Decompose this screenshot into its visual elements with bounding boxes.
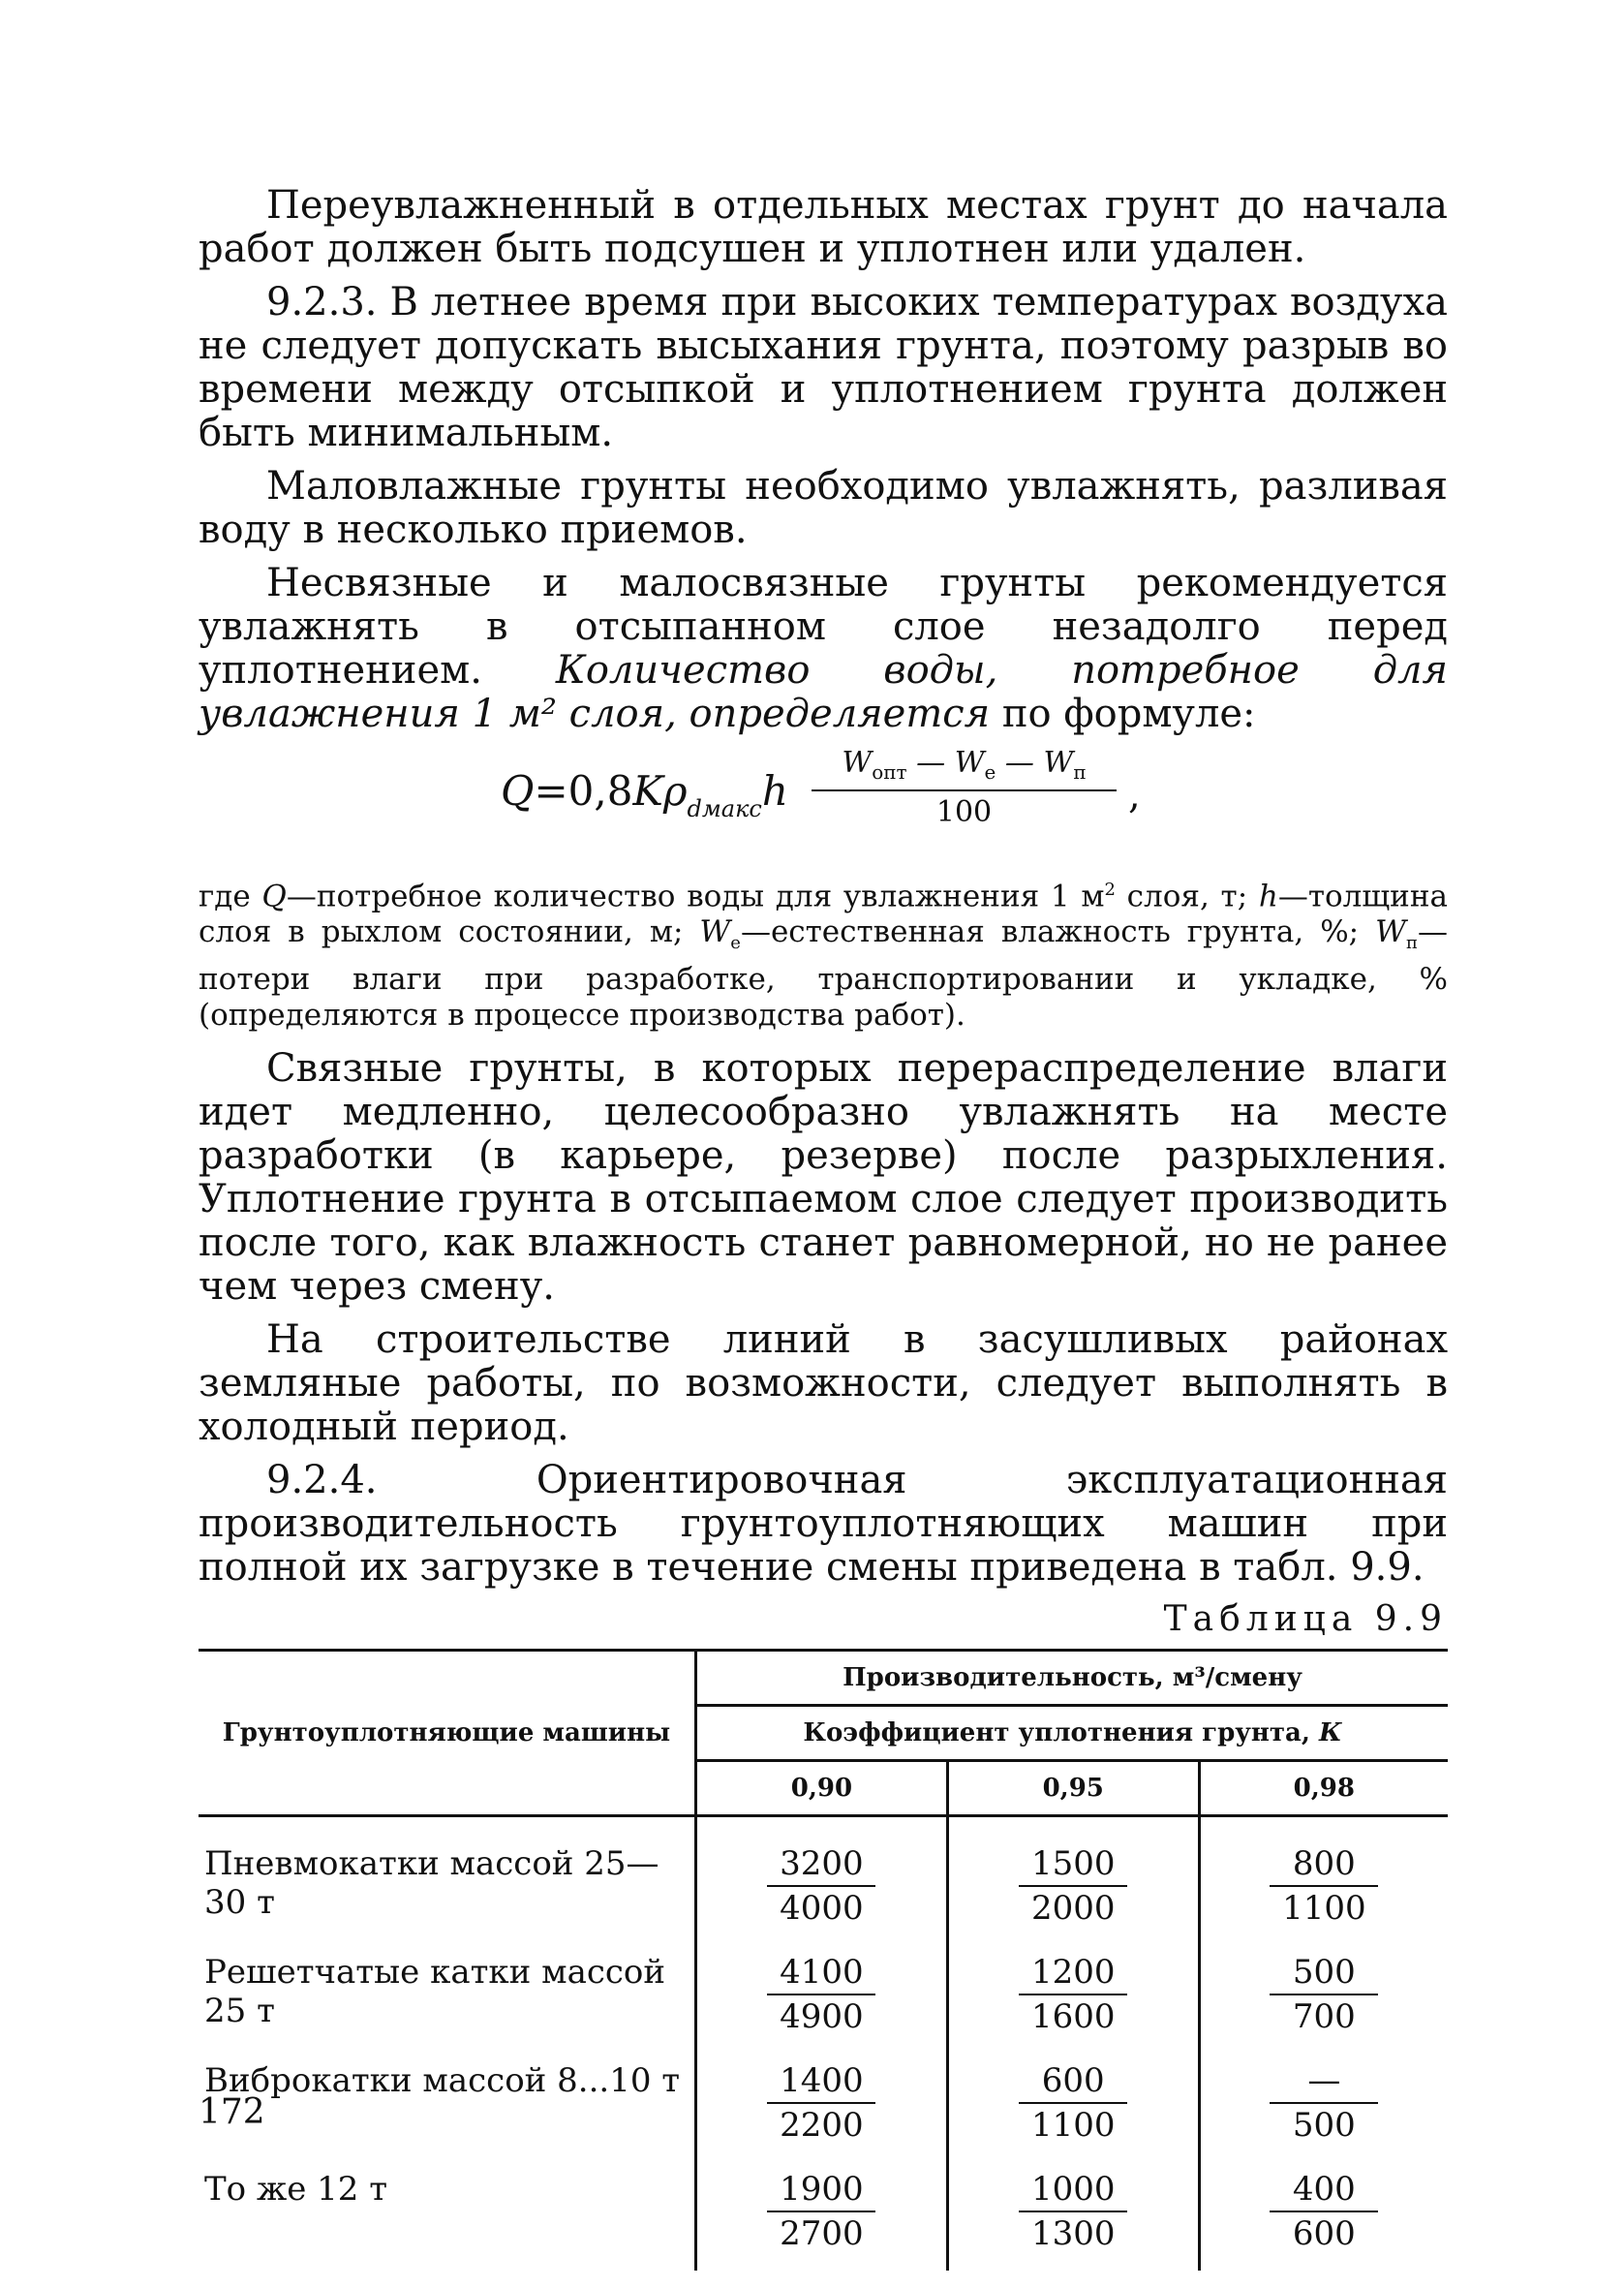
table-cell	[947, 2054, 1199, 2162]
legend-text-4: —толщина слоя в рыхлом состоянии, м;	[199, 879, 1448, 950]
header-productivity: Производительность, м³/смену	[696, 1650, 1449, 1705]
formula-comma: ,	[1128, 773, 1141, 818]
formula-numerator	[812, 746, 1117, 791]
table-cell	[696, 2162, 948, 2271]
productivity-table	[199, 1649, 1448, 2271]
minus-2: —	[996, 746, 1044, 780]
w-p: W	[1043, 746, 1074, 780]
paragraph-1: Переувлажненный в отдельных местах грунт до начала работ должен быть подсушен и уплотнен или удален.	[199, 183, 1448, 271]
cell-numerator: 600	[1019, 2061, 1127, 2104]
legend-h: h	[1258, 879, 1278, 914]
row-name: Виброкатки массой 8...10 т	[204, 2060, 681, 2100]
w-opt-sub: опт	[872, 760, 907, 784]
cell-denominator: 4900	[780, 1996, 864, 2036]
cell-denominator: 700	[1292, 1996, 1356, 2036]
table-caption: Таблица 9.9	[1163, 1598, 1448, 1639]
w-p-sub: п	[1073, 760, 1087, 784]
cell-denominator: 500	[1292, 2105, 1356, 2145]
formula-rho-sub: dмакс	[687, 795, 762, 822]
table-cell	[696, 2054, 948, 2162]
legend-we: W	[699, 914, 731, 950]
water-formula	[199, 746, 1448, 852]
paragraph-2: 9.2.3. В летнее время при высоких температурах воздуха не следует допускать высыхания грунта, поэтому разрыв во времени между отсыпкой и уплотнением грунта должен быть минимальным.	[199, 280, 1448, 455]
legend-wp: W	[1375, 914, 1406, 950]
cell-numerator: 400	[1270, 2170, 1378, 2212]
w-e-sub: е	[984, 760, 996, 784]
cell-numerator: 1500	[1019, 1844, 1127, 1887]
table-cell	[696, 1815, 948, 1945]
header-coefficient-text: Коэффициент уплотнения грунта,	[803, 1717, 1310, 1747]
table-row	[199, 1945, 1448, 2054]
cell-denominator: 2200	[780, 2105, 864, 2145]
cell-denominator: 1100	[1282, 1888, 1366, 1928]
legend-sup: 2	[1104, 880, 1116, 900]
formula-fraction	[812, 746, 1117, 829]
w-opt: W	[842, 746, 873, 780]
legend-text-1: где	[199, 879, 262, 914]
cell-numerator: 4100	[767, 1953, 875, 1995]
formula-denominator: 100	[935, 795, 993, 829]
cell-denominator: 1300	[1030, 2213, 1116, 2253]
table-cell	[947, 1945, 1199, 2054]
formula-q: Q	[501, 767, 535, 815]
paragraph-4-tail: по формуле:	[1001, 692, 1256, 736]
cell-denominator: 2000	[1030, 1888, 1116, 1928]
table-row	[199, 2054, 1448, 2162]
formula-h: h	[761, 767, 788, 815]
paragraph-7: 9.2.4. Ориентировочная эксплуатационная производительность грунтоуплотняющих машин при полной их загрузке в течение смены приведена в табл. 9.9.	[199, 1457, 1448, 1590]
legend-q: Q	[261, 879, 287, 914]
table-cell	[1199, 2162, 1448, 2271]
w-e: W	[954, 746, 985, 780]
paragraph-4-text: Несвязные и малосвязные грунты рекомендуется увлажнять в отсыпанном слое незадолго перед уплотнением.	[199, 561, 1448, 693]
paragraph-4	[199, 562, 1448, 736]
header-coefficient-k: К	[1319, 1717, 1342, 1747]
legend-we-sub: е	[730, 933, 741, 954]
header-k-095: 0,95	[947, 1760, 1199, 1815]
cell-numerator: 1400	[767, 2061, 875, 2104]
header-k-098: 0,98	[1199, 1760, 1448, 1815]
cell-numerator: —	[1270, 2061, 1378, 2104]
table-cell	[1199, 1815, 1448, 1945]
table-row	[199, 2162, 1448, 2271]
table-cell	[947, 2162, 1199, 2271]
table-cell	[1199, 1945, 1448, 2054]
paragraph-6: На строительстве линий в засушливых районах земляные работы, по возможности, следует выполнять в холодный период.	[199, 1316, 1448, 1449]
table-cell	[1199, 2054, 1448, 2162]
paragraph-3: Маловлажные грунты необходимо увлажнять, разливая воду в несколько приемов.	[199, 464, 1448, 552]
header-k-090: 0,90	[696, 1760, 948, 1815]
page-number: 172	[199, 2092, 265, 2132]
row-name: Решетчатые катки массой 25 т	[204, 1952, 666, 2030]
cell-numerator: 1900	[767, 2170, 875, 2212]
cell-numerator: 3200	[767, 1844, 875, 1887]
page-content	[199, 184, 1448, 2271]
legend-wp-sub: п	[1406, 933, 1418, 954]
legend-text-6: —потери влаги при разработке, транспортировании и укладке, % (определяются в процессе производства работ).	[199, 914, 1448, 1033]
legend-text-2: —потребное количество воды для увлажнения 1 м	[286, 879, 1105, 914]
formula-lhs	[501, 767, 788, 822]
cell-denominator: 1600	[1030, 1996, 1116, 2036]
cell-denominator: 1100	[1030, 2105, 1116, 2145]
table-cell	[696, 1945, 948, 2054]
cell-numerator: 1200	[1019, 1953, 1127, 1995]
paragraph-4-italic: Количество воды, потребное для увлажнения 1 м² слоя, определяется	[199, 648, 1448, 736]
cell-numerator: 800	[1270, 1844, 1378, 1887]
cell-numerator: 500	[1270, 1953, 1378, 1995]
minus-1: —	[906, 746, 955, 780]
legend-text-3: слоя, т;	[1115, 879, 1259, 914]
row-name: То же 12 т	[204, 2169, 388, 2209]
formula-rho: ρ	[662, 767, 688, 815]
cell-denominator: 2700	[780, 2213, 864, 2253]
row-name: Пневмокатки массой 25—30 т	[204, 1843, 659, 1922]
header-machines: Грунтоуплотняющие машины	[199, 1650, 696, 1815]
cell-denominator: 4000	[780, 1888, 864, 1928]
header-coefficient	[696, 1705, 1449, 1760]
table-row	[199, 1815, 1448, 1945]
cell-numerator: 1000	[1019, 2170, 1127, 2212]
legend-text-5: —естественная влажность грунта, %;	[740, 914, 1376, 950]
paragraph-5: Связные грунты, в которых перераспределение влаги идет медленно, целесообразно увлажнять на месте разработки (в карьере, резерве) после разрыхления. Уплотнение грунта в отсыпаемом слое следует производить после того, как влажность станет равномерной, но не ранее чем через смену.	[199, 1045, 1448, 1309]
formula-coef: =0,8	[534, 767, 633, 815]
table-cell	[947, 1815, 1199, 1945]
formula-k: K	[632, 767, 663, 815]
cell-denominator: 600	[1292, 2213, 1356, 2253]
formula-legend	[199, 872, 1448, 1034]
